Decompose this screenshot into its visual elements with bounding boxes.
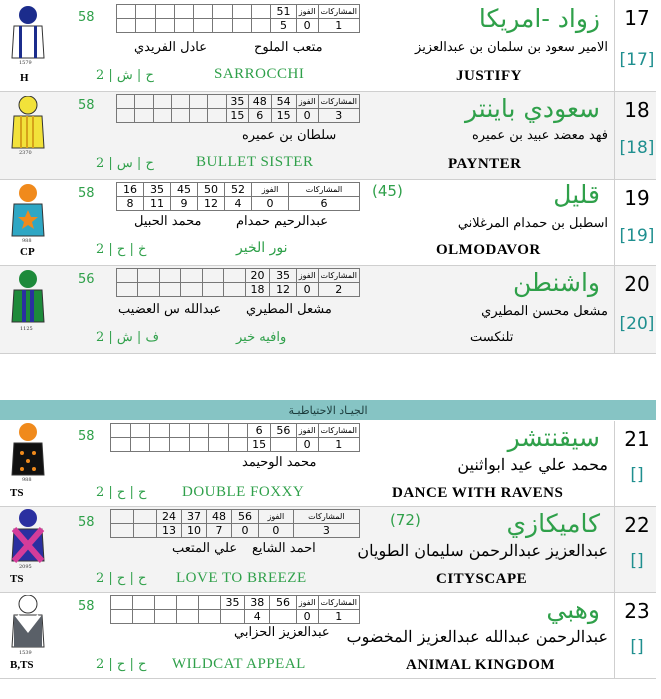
form-table [116,268,360,297]
svg-text:2095: 2095 [19,564,32,569]
stat-cell: 56 [270,424,296,438]
stat-cell: 45 [171,183,198,197]
silk-code: TS [10,573,24,585]
reserve-row [0,421,656,507]
wins-header: الفوز [296,269,318,283]
horse-name-arabic: زواد -امريكا [478,4,600,33]
horse-number: 23 [624,599,650,623]
horse-number: 17 [624,6,650,30]
svg-text:988: 988 [22,238,32,242]
stat-cell: 35 [144,183,171,197]
sire-name: ANIMAL KINGDOM [406,657,556,673]
stat-cell: 3 [293,524,359,538]
runs-header: المشاركات [318,5,360,19]
weight: 58 [78,186,95,201]
jockey-silk-icon [10,270,46,332]
jockey-silk-icon [10,595,46,655]
horse-name-arabic: سعودي باينتر [465,94,600,123]
reserve-row [0,507,656,593]
stat-cell: 35 [226,95,248,109]
wins-header: الفوز [296,95,318,109]
jockey-silk-icon [10,184,46,242]
stat-cell: 16 [117,183,144,197]
column-divider [614,421,615,506]
sire-name: PAYNTER [448,156,522,172]
jockey-name: محمد الوحيمد [242,455,317,470]
form-table [110,423,360,452]
owner-name: عبدالرحمن عبدالله عبدالعزيز المخضوب [346,627,608,646]
stat-cell: 0 [296,19,318,33]
jockey-name: احمد الشايع [252,541,316,556]
stat-cell: 6 [289,197,360,211]
stat-cell: 10 [182,524,207,538]
stat-cell: 56 [232,510,259,524]
stat-cell: 5 [271,19,297,33]
stat-cell: 9 [171,197,198,211]
dam-name: SARROCCHI [214,66,305,82]
weight: 58 [78,429,95,444]
stat-cell: 56 [270,596,297,610]
silk-code: CP [20,246,35,258]
column-divider [614,92,615,179]
column-divider [614,507,615,592]
weight: 56 [78,272,95,287]
stat-cell: 7 [207,524,232,538]
horse-name-arabic: سيقنتشر [507,423,600,452]
horse-name-arabic: كاميكازي [506,509,600,538]
sex-age: خ | ح | 2 [96,242,147,257]
trainer-name: عبدالله س العضيب [118,302,222,317]
stat-cell: 15 [226,109,248,123]
weight: 58 [78,98,95,113]
column-divider [614,593,615,678]
stat-cell: 48 [207,510,232,524]
stat-cell: 18 [245,283,270,297]
form-table [116,182,360,211]
sex-age: ح | ش | 2 [96,68,154,83]
stat-cell: 0 [296,109,318,123]
entry-row [0,266,656,354]
runs-header: المشاركات [318,269,360,283]
horse-rating: (72) [390,511,421,529]
stat-cell: 0 [296,283,318,297]
stat-cell: 37 [182,510,207,524]
stat-cell: 38 [245,596,270,610]
trainer-name: علي المتعب [172,541,238,556]
wins-header: الفوز [296,424,318,438]
sire-name: تلنكست [470,330,514,345]
entry-row [0,180,656,266]
dam-name: DOUBLE FOXXY [182,484,305,500]
runs-header: المشاركات [318,95,360,109]
stat-cell: 6 [248,424,271,438]
runs-header: المشاركات [293,510,359,524]
form-table [110,509,360,538]
entry-row [0,0,656,92]
column-divider [614,266,615,353]
stat-cell: 1 [318,438,360,452]
weight: 58 [78,515,95,530]
sex-age: ح | ح | 2 [96,571,147,586]
silk-code: TS [10,487,24,499]
draw-number: [] [630,637,644,657]
jockey-name: مشعل المطيري [246,302,332,317]
entry-row [0,92,656,180]
dam-name: نور الخير [236,240,288,256]
jockey-name: سلطان بن عميره [242,128,337,143]
column-divider [614,180,615,265]
horse-number: 18 [624,98,650,122]
sire-name: OLMODAVOR [436,242,541,258]
runs-header: المشاركات [318,424,360,438]
jockey-name: متعب الملوح [254,40,323,55]
dam-name: وافيه خير [236,330,287,345]
weight: 58 [78,599,95,614]
owner-name: محمد علي عيد ابواثنين [457,455,608,474]
stat-cell: 1 [318,610,360,624]
wins-header: الفوز [296,5,318,19]
draw-number: [19] [619,226,655,246]
stat-cell: 0 [296,610,318,624]
stat-cell: 1 [318,19,360,33]
stat-cell: 12 [198,197,225,211]
column-divider [614,0,615,91]
stat-cell: 50 [198,183,225,197]
stat-cell: 54 [271,95,296,109]
stat-cell: 0 [259,524,294,538]
draw-number: [20] [619,314,655,334]
runs-header: المشاركات [318,596,360,610]
dam-name: BULLET SISTER [196,154,314,170]
owner-name: مشعل محسن المطيري [481,304,608,319]
sex-age: ح | ح | 2 [96,657,147,672]
stat-cell: 51 [271,5,297,19]
jockey-name: عبدالعزيز الحزابي [234,625,330,640]
draw-number: [] [630,465,644,485]
stat-cell: 35 [220,596,245,610]
horse-name-arabic: وهبي [546,595,600,624]
stat-cell: 52 [225,183,252,197]
trainer-name: محمد الحبيل [134,214,202,229]
runs-header: المشاركات [289,183,360,197]
stat-cell: 8 [117,197,144,211]
horse-number: 20 [624,272,650,296]
stat-cell: 0 [252,197,289,211]
stat-cell: 15 [248,438,271,452]
svg-text:1579: 1579 [19,60,32,64]
sex-age: ح | س | 2 [96,156,154,171]
owner-name: عبدالعزيز عبدالرحمن سليمان الطويان [357,541,608,560]
sire-name: CITYSCAPE [436,571,528,587]
stat-cell: 15 [271,109,296,123]
reserve-row [0,593,656,679]
silk-code: B,TS [10,659,34,671]
owner-name: فهد معضد عبيد بن عميره [471,128,608,143]
draw-number: [17] [619,50,655,70]
stat-cell: 4 [225,197,252,211]
reserve-horses-header: الجيـاد الاحتياطيـة [0,400,656,420]
sire-name: DANCE WITH RAVENS [392,485,564,501]
stat-cell: 2 [318,283,360,297]
stat-cell: 35 [270,269,296,283]
owner-name: اسطبل بن حمدام المرغلاني [457,216,608,231]
stat-cell: 0 [296,438,318,452]
draw-number: [18] [619,138,655,158]
form-table [116,94,360,123]
sex-age: ح | ح | 2 [96,485,147,500]
jockey-silk-icon [10,423,46,481]
trainer-name: عادل الفريدي [134,40,208,55]
silk-code: H [20,72,29,84]
dam-name: LOVE TO BREEZE [176,570,307,586]
sire-name: JUSTIFY [456,68,523,84]
jockey-silk-icon [10,96,46,154]
stat-cell: 48 [249,95,271,109]
stat-cell: 3 [318,109,360,123]
horse-name-arabic: قليل [553,180,600,209]
sex-age: ف | ش | 2 [96,330,159,345]
weight: 58 [78,10,95,25]
horse-number: 21 [624,427,650,451]
svg-text:988: 988 [22,477,32,481]
stat-cell: 13 [157,524,182,538]
form-table [110,595,360,624]
svg-text:1125: 1125 [20,326,33,332]
wins-header: الفوز [252,183,289,197]
jockey-name: عبدالرحيم حمدام [236,214,329,229]
draw-number: [] [630,551,644,571]
wins-header: الفوز [259,510,294,524]
dam-name: WILDCAT APPEAL [172,656,306,672]
stat-cell: 20 [245,269,270,283]
owner-name: الامير سعود بن سلمان بن عبدالعزيز [415,40,608,55]
stat-cell: 11 [144,197,171,211]
stat-cell: 12 [270,283,296,297]
svg-text:1539: 1539 [19,650,32,655]
stat-cell: 6 [249,109,271,123]
horse-number: 19 [624,186,650,210]
horse-name-arabic: واشنطن [512,268,600,297]
jockey-silk-icon [10,6,46,64]
form-table [116,4,360,33]
stat-cell: 4 [245,610,270,624]
stat-cell: 24 [157,510,182,524]
stat-cell: 0 [232,524,259,538]
jockey-silk-icon [10,509,46,569]
svg-text:2370: 2370 [19,150,32,154]
wins-header: الفوز [296,596,318,610]
horse-number: 22 [624,513,650,537]
horse-rating: (45) [372,182,403,200]
